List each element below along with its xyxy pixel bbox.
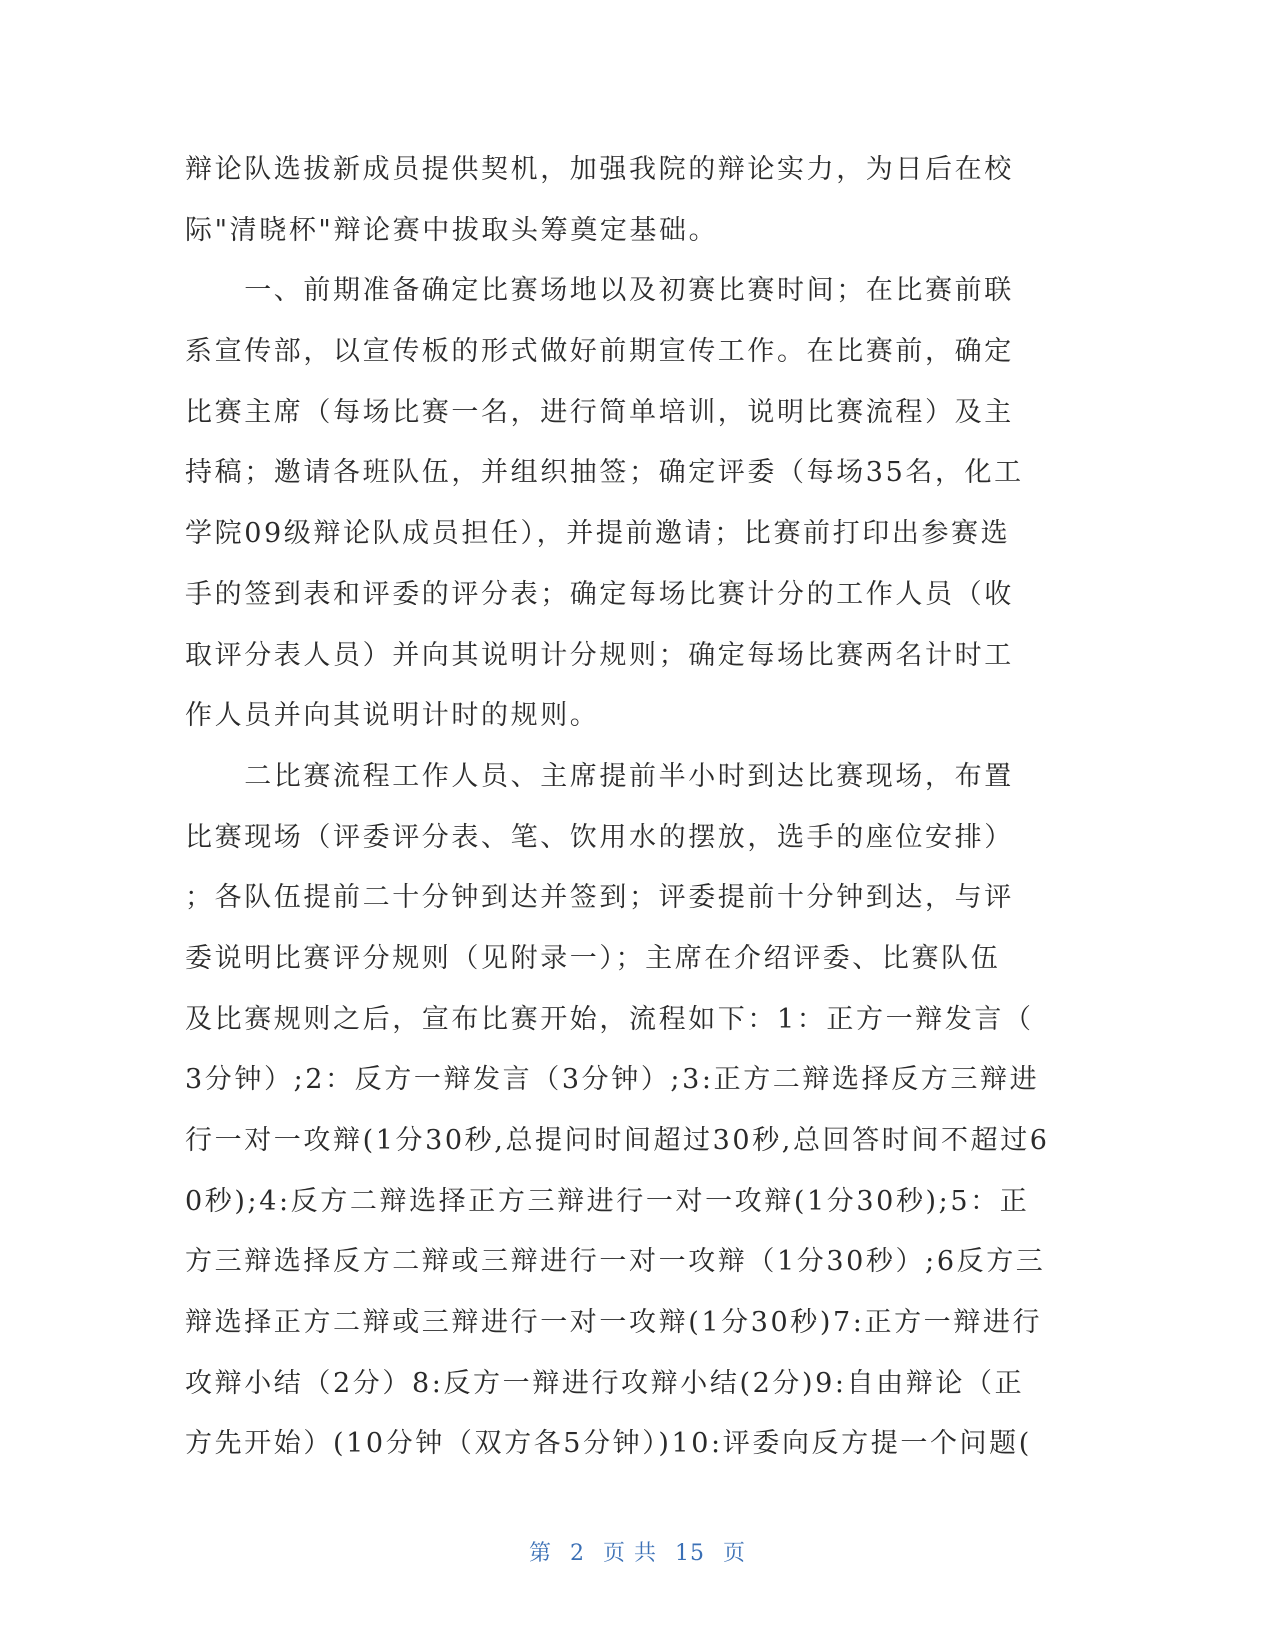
- text-line: 及比赛规则之后，宣布比赛开始，流程如下：1：正方一辩发言（: [185, 1003, 1034, 1035]
- text-line: 方先开始）(10分钟（双方各5分钟）)10:评委向反方提一个问题(: [185, 1428, 1032, 1460]
- total-page-count: 15: [675, 1541, 705, 1566]
- text-line: 手的签到表和评委的评分表；确定每场比赛计分的工作人员（收: [185, 578, 1014, 610]
- footer-middle: 页 共: [603, 1541, 657, 1566]
- text-line: 二比赛流程工作人员、主席提前半小时到达比赛现场，布置: [185, 760, 1014, 792]
- text-line: 取评分表人员）并向其说明计分规则；确定每场比赛两名计时工: [185, 639, 1014, 671]
- text-line: 际"清晓杯"辩论赛中拔取头筹奠定基础。: [185, 214, 719, 246]
- text-line: 学院09级辩论队成员担任），并提前邀请；比赛前打印出参赛选: [185, 518, 1011, 550]
- text-line: 比赛主席（每场比赛一名，进行简单培训，说明比赛流程）及主: [185, 396, 1014, 428]
- text-line: 作人员并向其说明计时的规则。: [185, 700, 600, 732]
- text-line: 辩选择正方二辩或三辩进行一对一攻辩(1分30秒)7:正方一辩进行: [185, 1307, 1043, 1339]
- footer-suffix: 页: [723, 1541, 747, 1566]
- text-line: 行一对一攻辩(1分30秒,总提问时间超过30秒,总回答时间不超过6: [185, 1125, 1050, 1156]
- text-line: 0秒);4:反方二辩选择正方三辩进行一对一攻辩(1分30秒);5：正: [185, 1185, 1030, 1217]
- text-line: 3分钟）;2：反方一辩发言（3分钟）;3:正方二辩选择反方三辩进: [185, 1064, 1040, 1096]
- current-page-number: 2: [570, 1541, 585, 1566]
- text-line: ；各队伍提前二十分钟到达并签到；评委提前十分钟到达，与评: [185, 882, 1014, 914]
- text-line: 辩论队选拔新成员提供契机，加强我院的辩论实力，为日后在校: [185, 154, 1014, 185]
- text-line: 持稿；邀请各班队伍，并组织抽签；确定评委（每场35名，化工: [185, 457, 1024, 489]
- text-line: 攻辩小结（2分）8:反方一辩进行攻辩小结(2分)9:自由辩论（正: [185, 1367, 1025, 1399]
- text-line: 委说明比赛评分规则（见附录一）；主席在介绍评委、比赛队伍: [185, 942, 1001, 974]
- page-footer: [0, 1536, 1275, 1567]
- text-line: 比赛现场（评委评分表、笔、饮用水的摆放，选手的座位安排）: [185, 821, 1014, 853]
- text-line: 一、前期准备确定比赛场地以及初赛比赛时间；在比赛前联: [185, 275, 1014, 307]
- body-text: [185, 140, 1065, 1475]
- footer-prefix: 第: [528, 1541, 552, 1566]
- text-line: 系宣传部，以宣传板的形式做好前期宣传工作。在比赛前，确定: [185, 336, 1014, 368]
- text-line: 方三辩选择反方二辩或三辩进行一对一攻辩（1分30秒）;6反方三: [185, 1246, 1046, 1278]
